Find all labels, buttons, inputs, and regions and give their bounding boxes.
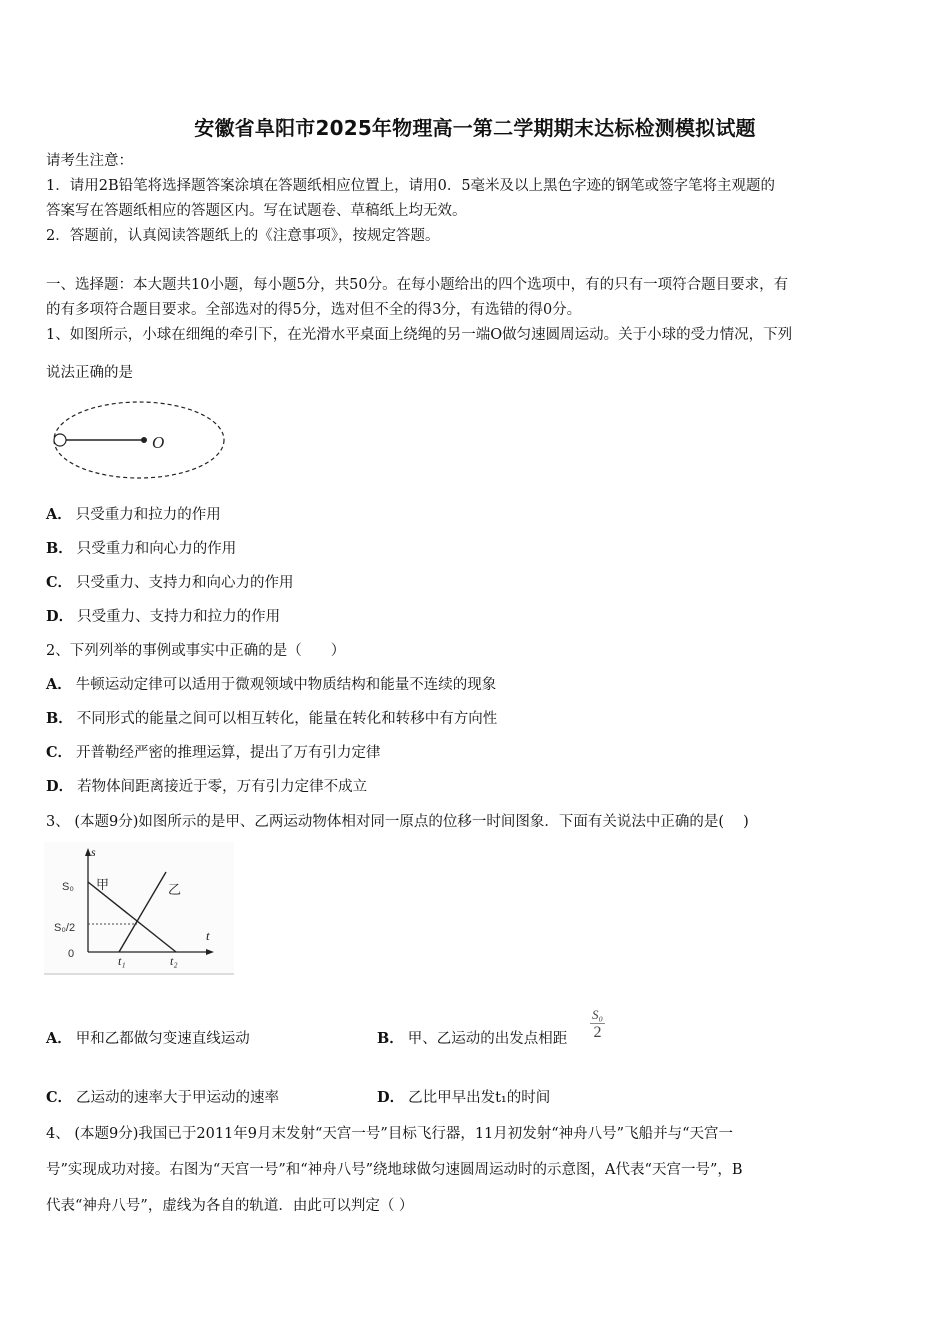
q1-option-a[interactable] — [46, 505, 221, 525]
option-text: 乙比甲早出发t₁的时间 — [408, 1090, 551, 1106]
option-text: 不同形式的能量之间可以相互转化，能量在转化和转移中有方向性 — [76, 711, 498, 727]
q1-stem-1: 1、如图所示，小球在细绳的牵引下，在光滑水平桌面上绕绳的另一端O做匀速圆周运动。关于小球的受力情况，下列 — [46, 327, 793, 343]
q3-position-time-graph — [44, 842, 236, 976]
q2-option-c[interactable] — [46, 743, 381, 763]
s-axis-label: s — [91, 845, 96, 859]
section-instructions-1: 一、选择题：本大题共10小题，每小题5分，共50分。在每小题给出的四个选项中，有的只有一项符合题目要求，有 — [46, 277, 789, 293]
option-label: C． — [46, 1089, 73, 1106]
notice-line-1: 1．请用2B铅笔将选择题答案涂填在答题纸相应位置上，请用0．5毫米及以上黑色字迹的钢笔或签字笔将主观题的 — [46, 178, 776, 194]
q1-option-c[interactable] — [46, 573, 294, 593]
s0-half-label: S₀/2 — [54, 922, 76, 934]
t2-label: t₂ — [170, 954, 178, 968]
q2-option-a[interactable] — [46, 675, 496, 695]
option-text: 只受重力和拉力的作用 — [75, 507, 221, 523]
option-text: 乙运动的速率大于甲运动的速率 — [76, 1090, 280, 1106]
fraction-denominator: 2 — [593, 1024, 602, 1041]
option-label: A． — [46, 506, 72, 523]
t1-label: t₁ — [118, 954, 126, 968]
jia-label: 甲 — [96, 878, 110, 893]
q3-stem: 3、 (本题9分)如图所示的是甲、乙两运动物体相对同一原点的位移一时间图象．下面有关说法中正确的是( ) — [46, 814, 749, 830]
s0-label: S₀ — [62, 881, 74, 893]
q4-stem-2: 号”实现成功对接。右图为“天宫一号”和“神舟八号”绕地球做匀速圆周运动时的示意图，A代表“天宫一号”，B — [46, 1162, 743, 1178]
q2-stem: 2、下列列举的事例或事实中正确的是（ ） — [46, 643, 346, 659]
q3-option-b[interactable] — [377, 1029, 567, 1049]
page-title: 安徽省阜阳市2025年物理高一第二学期期末达标检测模拟试题 — [194, 116, 756, 140]
option-label: B． — [46, 540, 73, 557]
option-label: D． — [46, 608, 74, 625]
notice-heading: 请考生注意： — [46, 153, 133, 169]
q2-option-b[interactable] — [46, 709, 497, 729]
yi-label: 乙 — [168, 883, 182, 898]
option-label: B． — [46, 710, 73, 727]
notice-line-3: 2．答题前，认真阅读答题纸上的《注意事项》，按规定答题。 — [46, 228, 440, 244]
option-text: 甲和乙都做匀变速直线运动 — [75, 1031, 250, 1047]
option-label: D． — [46, 778, 74, 795]
option-text: 若物体间距离接近于零，万有引力定律不成立 — [77, 779, 368, 795]
option-text: 开普勒经严密的推理运算，提出了万有引力定律 — [76, 745, 381, 761]
option-label: A． — [46, 676, 72, 693]
q3-option-b-fraction — [590, 1007, 605, 1042]
option-label: C． — [46, 744, 73, 761]
q1-option-d[interactable] — [46, 607, 280, 627]
q1-option-b[interactable] — [46, 539, 236, 559]
option-label: B． — [377, 1030, 404, 1047]
q1-circular-motion-figure — [46, 396, 236, 486]
q1-center-point — [141, 437, 147, 443]
option-label: C． — [46, 574, 73, 591]
fraction-numerator: S₀ — [592, 1007, 604, 1022]
q3-option-d[interactable] — [377, 1088, 550, 1108]
q1-center-label: O — [152, 433, 165, 452]
q1-stem-2: 说法正确的是 — [46, 365, 133, 381]
section-instructions-2: 的有多项符合题目要求。全部选对的得5分，选对但不全的得3分，有选错的得0分。 — [46, 302, 582, 318]
origin-label: 0 — [68, 948, 75, 960]
option-label: A． — [46, 1030, 72, 1047]
option-text: 甲、乙运动的出发点相距 — [407, 1031, 568, 1047]
option-text: 只受重力和向心力的作用 — [76, 541, 237, 557]
q3-option-c[interactable] — [46, 1088, 279, 1108]
q2-option-d[interactable] — [46, 777, 367, 797]
t-axis-label: t — [206, 928, 210, 943]
notice-line-2: 答案写在答题纸相应的答题区内。写在试题卷、草稿纸上均无效。 — [46, 203, 467, 219]
option-text: 只受重力、支持力和拉力的作用 — [77, 609, 281, 625]
q3-option-a[interactable] — [46, 1029, 250, 1049]
option-text: 牛顿运动定律可以适用于微观领域中物质结构和能量不连续的现象 — [75, 677, 497, 693]
q1-ball — [54, 434, 66, 446]
option-text: 只受重力、支持力和向心力的作用 — [76, 575, 294, 591]
q4-stem-3: 代表“神舟八号”，虚线为各自的轨道．由此可以判定（ ） — [46, 1198, 414, 1214]
option-label: D． — [377, 1089, 405, 1106]
q4-stem-1: 4、 (本题9分)我国已于2011年9月末发射“天宫一号”目标飞行器，11月初发射“神舟八号”飞船并与“天宫一 — [46, 1126, 734, 1142]
